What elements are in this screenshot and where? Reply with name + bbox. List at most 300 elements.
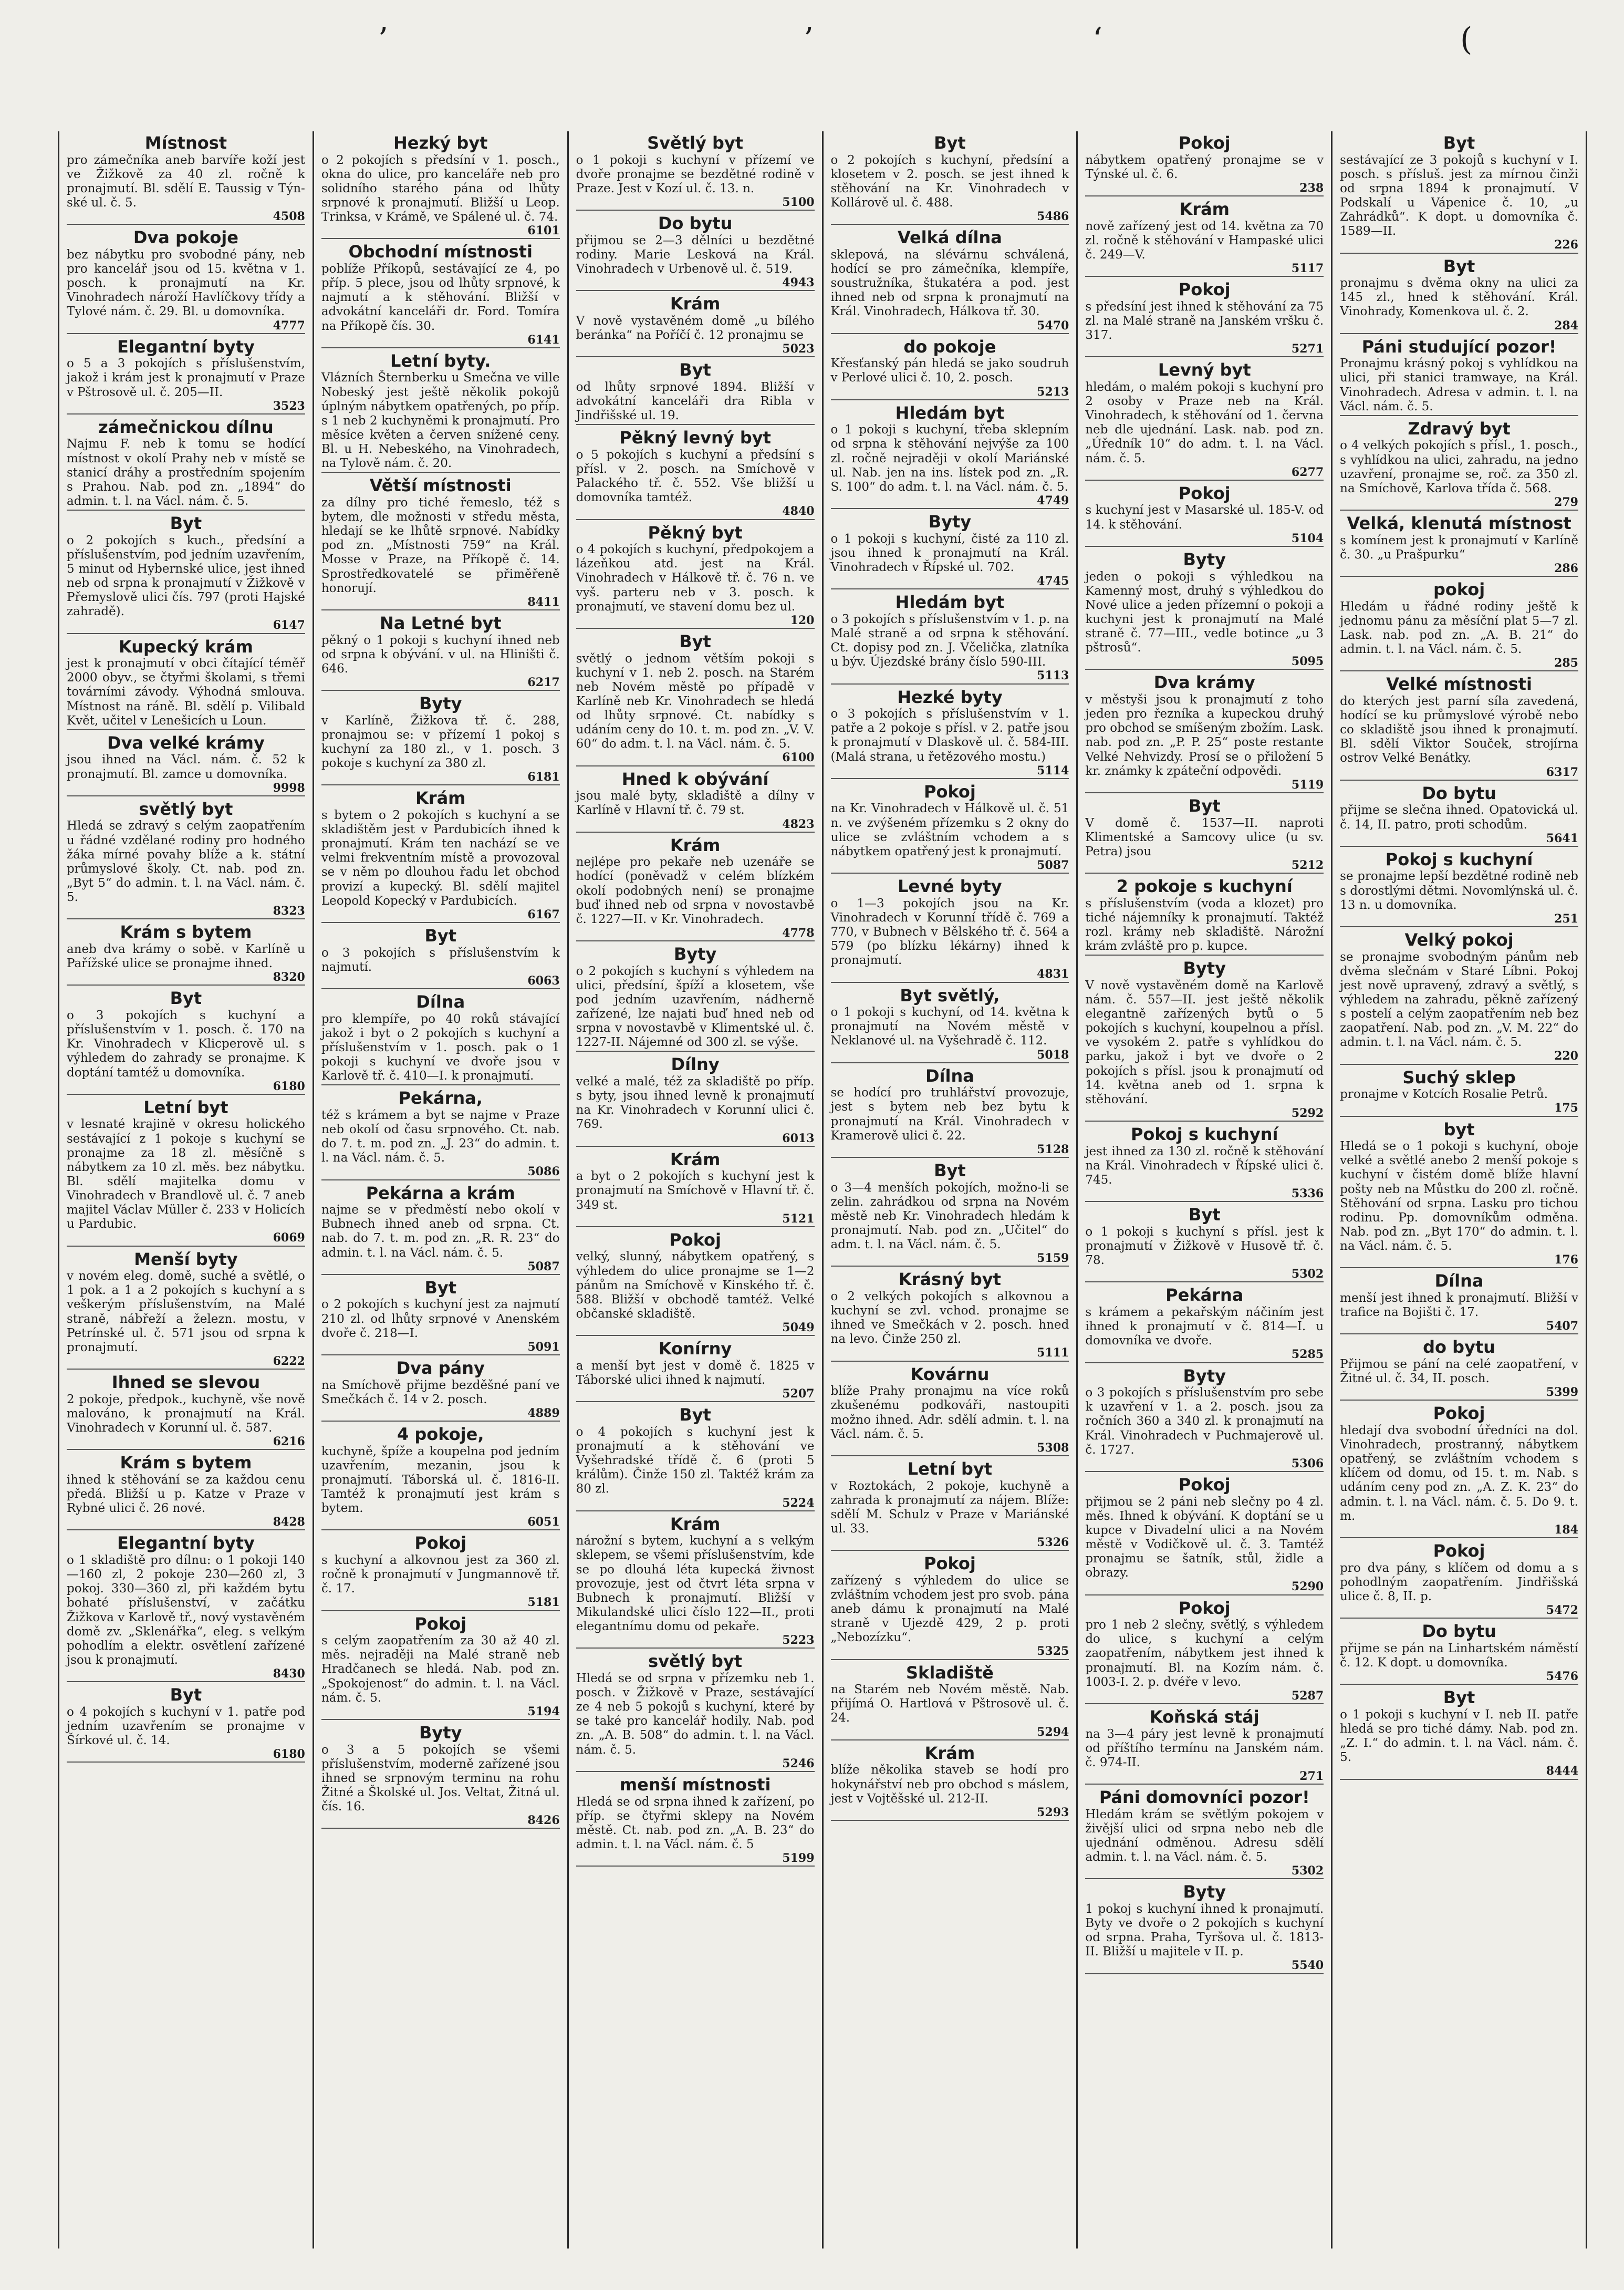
classified-ad	[1085, 1476, 1324, 1595]
ad-number: 6013	[576, 1132, 815, 1147]
classified-ad	[831, 1271, 1069, 1361]
ad-number: 251	[1340, 913, 1578, 927]
classified-ad	[1340, 581, 1578, 671]
classified-ad	[1085, 1287, 1324, 1363]
classified-ad	[1085, 134, 1324, 196]
ad-heading: Byt	[1443, 256, 1475, 276]
ad-body: hledám, o malém pokoji s kuchyní pro 2 osoby v Praze neb na Král. Vinohradech, k stěhování od 1. června neb dle ujednání. Lask. nab. pod zn. „Úředník 10“ do adm. t. l. na Václ. nám. č. 5.	[1085, 380, 1324, 465]
ad-number: 271	[1085, 1770, 1324, 1785]
ad-heading: Krásný byt	[898, 1269, 1001, 1290]
ad-heading: Pěkný levný byt	[619, 428, 771, 448]
classified-ad	[1085, 960, 1324, 1122]
classified-ad	[576, 1056, 815, 1146]
ad-heading: Byty	[1183, 1882, 1226, 1902]
ad-body: v novém eleg. domě, suché a světlé, o 1 pok. a 1 a 2 pokojích s kuchyní a s veškerým příslušenstvím, na Malé straně, nábřeží a železn. mostu, v Petrínské ul. č. 571 jsou od srpna k pronajmutí.	[67, 1269, 305, 1354]
ad-number: 6141	[321, 334, 560, 348]
ad-heading: Elegantní byty	[117, 336, 255, 357]
ad-body: sklepová, na slévárnu schválená, hodící se pro zámečníka, klempíře, soustružníka, štukatéra a pod. jest ihned neb od srpna k pronajmutí na Král. Vinohradech, Hálkova tř. 30.	[830, 247, 1069, 319]
ad-body: hledají dva svobodní úředníci na dol. Vinohradech, prostranný, nábytkem opatřený, se zvláštním vchodem s klíčem od domu, od 15. t. m. Nab. s udáním ceny pod zn. „A. Z. K. 23“ do admin. t. l. na Václ. nám. č. 5. Do 9. t. m.	[1340, 1423, 1578, 1523]
ad-number: 5641	[1340, 832, 1578, 847]
ad-body: jest k pronajmutí v obci čítající téměř 2000 obyv., se čtyřmi školami, s třemi továrními závody. Výhodná smlouva. Místnost na ráně. Bl. sdělí p. Vilibald Květ, učitel v Lenešicích u Loun.	[67, 657, 305, 728]
ad-heading: Pokoj s kuchyní	[1130, 1124, 1278, 1145]
ad-number: 5326	[831, 1536, 1069, 1551]
ad-number: 279	[1340, 496, 1578, 511]
classified-ad	[830, 1065, 1069, 1158]
ad-body: nejlépe pro pekaře neb uzenáře se hodící (poněvadž v celém blízkém okolí podobných není) se pronajme buď ihned neb od srpna v novostavbě č. 1227—II. v Kr. Vinohradech.	[576, 855, 815, 926]
classified-ad	[67, 1374, 305, 1450]
classified-ad	[67, 1099, 305, 1247]
ad-number: 5476	[1340, 1670, 1578, 1685]
ad-number: 4831	[831, 968, 1069, 982]
ad-number: 5091	[321, 1341, 560, 1355]
ad-number: 120	[576, 614, 815, 629]
ad-body: jsou ihned na Václ. nám. č. 52 k pronajmutí. Bl. zamce u domovníka.	[67, 753, 305, 781]
ad-number: 5207	[576, 1387, 815, 1402]
ad-heading: Dílny	[671, 1054, 720, 1075]
ad-heading: Dva pány	[396, 1358, 485, 1378]
ad-number: 6069	[67, 1231, 305, 1246]
classified-ad	[1085, 674, 1324, 793]
ad-number: 6147	[67, 619, 305, 634]
ad-number: 5119	[1085, 779, 1324, 793]
ad-number: 6222	[67, 1355, 305, 1370]
ad-number: 285	[1340, 657, 1578, 671]
ad-heading: Pekárna,	[398, 1088, 483, 1108]
ad-body: velký, slunný, nábytkem opatřený, s výhledem do ulice pronajme se 1—2 pánům na Smíchově v Kinského tř. č. 588. Bližší v obchodě tamtéž. Velké občanské skladiště.	[576, 1250, 815, 1321]
classified-ad	[831, 987, 1069, 1063]
column-3	[569, 131, 824, 2248]
ad-body: s příslušenstvím (voda a klozet) pro tiché nájemníky k pronajmutí. Taktéž rozl. krámy neb skladiště. Nárožní krám zvláště pro p. kupce.	[1085, 896, 1324, 954]
classified-ad	[831, 1366, 1069, 1456]
classified-ad	[830, 402, 1069, 509]
ad-heading: Byt	[1188, 1205, 1221, 1225]
classified-ad	[321, 927, 560, 989]
ad-body: pronajmu s dvěma okny na ulici za 145 zl., hned k stěhování. Král. Vinohrady, Komenkova ul. č. 2.	[1340, 276, 1578, 319]
ad-body: nově zařízený jest od 14. května za 70 zl. ročně k stěhování v Hampaské ulici č. 249—V.	[1085, 219, 1324, 262]
ad-heading: Letní byty.	[390, 350, 491, 371]
classified-ad	[576, 1776, 815, 1867]
ad-number: 238	[1085, 182, 1324, 196]
ad-number: 5294	[831, 1726, 1069, 1740]
ad-body: blíže Prahy pronajmu na více roků zkušenému podkováři, nastoupiti možno ihned. Adr. sdělí admin. t. l. na Václ. nám. č. 5.	[830, 1384, 1069, 1441]
ad-number: 5159	[831, 1252, 1069, 1267]
ad-body: pronajme v Kotcích Rosalie Petrů.	[1340, 1087, 1548, 1102]
ad-heading: Dílna	[925, 1065, 974, 1086]
ad-body: menší jest ihned k pronajmutí. Bližší v trafice na Bojišti č. 17.	[1340, 1291, 1578, 1320]
column-1	[59, 131, 314, 2248]
classified-ad	[831, 1664, 1069, 1740]
classified-ad	[831, 338, 1069, 400]
classified-ad	[1340, 851, 1578, 927]
ad-number: 6051	[321, 1516, 560, 1530]
ad-body: s bytem o 2 pokojích s kuchyní a se skladištěm jest v Pardubicích ihned k pronajmutí. Krám ten nachází se ve velmi frekventním místě a provozoval se v něm po dlouhou řadu let obchod provizí a kupecký. Bl. sdělí majitel Leopold Kopecký v Pardubicích.	[321, 808, 560, 908]
ad-heading: Dílna	[1434, 1271, 1484, 1291]
ad-number: 5285	[1085, 1348, 1324, 1363]
ad-body: o 2 pokojích s kuchyní s výhledem na ulici, předsíní, špíží a klosetem, vše pod jedním uzavřením, nádherně zařízené, lze najati buď hned neb od srpna v novostavbě v Klimentské ul. č. 1227-II. Nájemné od 300 zl. se výše.	[576, 964, 815, 1050]
ad-heading: Byt	[934, 1160, 966, 1180]
ad-body: v městyši jsou k pronajmutí z toho jeden pro řezníka a kupeckou druhý pro obchod se smíšeným zbožím. Lask. nab. pod zn. „P. P. 25“ poste restante Velké Nehvizdy. Prosí se o přiložení 5 kr. známky k zpáteční odpovědi.	[1085, 693, 1324, 778]
ad-heading: Byty	[1183, 549, 1226, 569]
ad-number: 8426	[321, 1814, 560, 1829]
ad-number: 6181	[321, 771, 560, 785]
ad-heading: Hledám byt	[895, 402, 1005, 423]
classified-ad	[1085, 281, 1324, 357]
classified-ad	[321, 615, 560, 691]
ad-body: v lesnaté krajině v okresu holického sestávající z 1 pokoje s kuchyní se pronajme za 18 zl. měsíčně s nábytkem za 10 zl. měs. bez nábytku. Bl. sdělí majitelka domu v Vinohradech v Brandlově ul. č. 7 aneb majitel Václav Müller č. 233 v Holicích u Pardubic.	[67, 1117, 305, 1231]
ad-heading: Pokoj	[1178, 279, 1231, 300]
classified-ad	[321, 1279, 560, 1355]
ad-heading: Byt	[679, 631, 711, 651]
ad-body: s kuchyní a alkovnou jest za 360 zl. ročně k pronajmutí v Jungmannově tř. č. 17.	[321, 1553, 560, 1596]
ad-body: 1 pokoj s kuchyní ihned k pronajmutí. Byty ve dvoře o 2 pokojích s kuchyní od srpna. Praha, Tyršova ul. č. 1813-II. Bližší u majitele v II. p.	[1085, 1902, 1324, 1959]
ad-number: 5223	[576, 1634, 815, 1649]
ad-body: s kuchyní jest v Masarské ul. 185-V. od 14. k stěhování.	[1085, 503, 1324, 532]
column-5	[1078, 131, 1332, 2248]
ad-heading: Krám	[1179, 199, 1230, 220]
ad-number	[67, 509, 305, 511]
ad-heading: Byt	[679, 1405, 711, 1425]
classified-ad	[831, 1460, 1069, 1551]
ad-heading: Krám	[670, 1514, 721, 1534]
ad-body: Přijmou se pání na celé zaopatření, v Žitné ul. č. 34, II. posch.	[1340, 1357, 1578, 1386]
ad-heading: Byt	[170, 988, 202, 1009]
ad-body: o 3 pokojích s příslušenstvím k najmutí.	[321, 946, 560, 974]
ad-body: Vlázních Šternberku u Smečna ve ville Nobeský jest ještě několik pokojů úplným nábytkem opatřených, po příp. s 1 neb 2 kuchyněmi k pronajmutí. Pro měsíce květen a červen snížené ceny. Bl. u H. Nebeského, na Vinohradech, na Tylově nám. č. 20.	[321, 371, 560, 471]
ad-heading: Konírny	[658, 1339, 732, 1359]
ad-body: Křesťanský pán hledá se jako soudruh v Perlové ulici č. 10, 2. posch.	[830, 357, 1069, 385]
ad-body: pro dva pány, s klíčem od domu a s pohodlným zaopatřením. Jindřišská ulice č. 8, II. p.	[1340, 1561, 1578, 1603]
ad-body: na Kr. Vinohradech v Hálkově ul. č. 51 n. ve zvýšeném přízemku s 2 okny do ulice se zvláštním vchodem a s nábytkem opatřený jest k pronajmutí.	[830, 802, 1069, 858]
ad-body: o 3 pokojích s příslušenstvím v 1. patře a 2 pokoje s přísl. v 2. patře jsou k pronajmutí v Dlaskově ul. č. 584-III. (Malá strana, u řetězového mostu.)	[830, 707, 1069, 764]
ad-body: Hledá se o 1 pokoji s kuchyní, oboje velké a světlé anebo 2 menší pokoje s kuchyní v čistém domě blíže hlavní pošty neb na Můstku do 200 zl. ročně. Stěhování od srpna. Lasku pro tichou rodinu. Pp. domovníkům odměna. Nab. pod zn. „Byt 170“ do admin. t. l. na Václ. nám. č. 5.	[1340, 1139, 1578, 1253]
ad-heading: Místnost	[144, 133, 227, 153]
ad-heading: Dílna	[416, 992, 465, 1012]
ad-body: též s krámem a byt se najme v Praze neb okolí od času srpnového. Ct. nab. do 7. t. m. pod zn. „J. 23“ do admin. t. l. na Václ. nám. č. 5.	[321, 1108, 560, 1165]
ad-number: 5087	[831, 859, 1069, 874]
column-4	[824, 131, 1078, 2248]
classified-ad	[321, 1535, 560, 1611]
ad-body: světlý o jednom větším pokoji s kuchyní v 1. neb 2. posch. na Starém neb Novém městě po případě v Karlíně neb Kr. Vinohradech se hledá od lhůty srpnové. Ct. nabídky s udáním ceny do 10. t. m. pod zn. „V. V. 60“ do adm. t. l. na Václ. nám. č. 5.	[576, 651, 815, 751]
ad-number: 5224	[576, 1497, 815, 1511]
ad-number: 5199	[576, 1852, 815, 1867]
ad-number: 5117	[1085, 262, 1324, 277]
ad-heading: Páni studující pozor!	[1361, 336, 1557, 357]
ad-heading: Krám	[670, 294, 721, 314]
ad-heading: Pokoj	[924, 781, 976, 802]
ad-heading: Menší byty	[134, 1249, 238, 1269]
ad-heading: Pokoj	[1178, 483, 1231, 503]
ad-body: o 4 pokojích s kuchyní jest k pronajmutí a k stěhování ve Vyšehradské třídě č. 6 (proti 5 králům). Činže 150 zl. Taktéž krám za 80 zl.	[576, 1425, 815, 1496]
ad-number	[67, 728, 305, 730]
margin-mark: ’	[804, 21, 814, 58]
column-6	[1332, 131, 1587, 2248]
classified-ad	[576, 215, 815, 291]
ad-heading: Byt	[424, 926, 457, 946]
ad-number: 5290	[1085, 1580, 1324, 1595]
ad-heading: Letní byt	[143, 1097, 228, 1117]
classified-ad	[1085, 797, 1324, 874]
column-2	[314, 131, 569, 2248]
ad-heading: byt	[1443, 1119, 1475, 1139]
ad-number: 5128	[831, 1143, 1069, 1158]
ad-heading: Velká, klenutá místnost	[1347, 513, 1571, 534]
ad-heading: Kupecký krám	[118, 636, 253, 657]
ad-body: o 4 pokojích s kuchyní, předpokojem a lázeňkou atd. jest na Král. Vinohradech v Hálkově tř. č. 76 n. ve vyš. parteru neb v 3. posch. k pronajmutí, ve stavení domu bez ul.	[576, 543, 815, 614]
ad-number: 5293	[831, 1806, 1069, 1821]
ad-number	[321, 471, 560, 473]
ad-number: 6317	[1340, 766, 1578, 781]
classified-ad	[321, 243, 560, 348]
ad-body: pro zámečníka aneb barvíře koží jest ve Žižkově za 40 zl. ročně k pronajmutí. Bl. sdělí E. Taussig v Týn-ské ul. č. 5.	[67, 153, 305, 210]
ad-body: poblíže Příkopů, sestávající ze 4, po příp. 5 plece, jsou od lhůty srpnové, k najmutí a k stěhování. Bližší v advokátní kanceláři dr. Ford. Tomíra na Příkopě čís. 30.	[321, 262, 560, 333]
classified-ad	[1340, 785, 1578, 847]
ad-body: o 2 velkých pokojích s alkovnou a kuchyní se zvl. vchod. pronajme se ihned ve Smečkách v 2. posch. hned na levo. Činže 250 zl.	[830, 1289, 1069, 1346]
ad-heading: Krám	[670, 1149, 721, 1169]
ad-number	[1085, 954, 1324, 956]
ad-heading: Pokoj s kuchyní	[1385, 849, 1533, 869]
ad-heading: Dva pokoje	[133, 227, 238, 248]
classified-ad	[321, 477, 560, 610]
classified-ad	[1085, 201, 1324, 277]
ad-heading: Pokoj	[1178, 1475, 1231, 1495]
ad-number: 220	[1340, 1050, 1578, 1064]
classified-ad	[831, 229, 1069, 334]
classified-ad	[831, 689, 1069, 779]
ad-heading: Hned k obývání	[621, 769, 769, 789]
ad-body: V domě č. 1537—II. naproti Klimentské a Samcovy ulice (u sv. Petra) jsou	[1085, 816, 1324, 858]
classified-ad	[1340, 1689, 1578, 1779]
ad-heading: Pokoj	[1178, 133, 1231, 153]
ad-heading: Byty	[419, 693, 462, 714]
ad-body: na Smíchově přijme bezděšné paní ve Smečkách č. 14 v 2. posch.	[321, 1378, 560, 1406]
ad-heading: pokoj	[1433, 579, 1485, 600]
classified-ad	[67, 924, 305, 986]
classified-ad	[67, 801, 305, 920]
ad-body: za dílny pro tiché řemeslo, též s bytem, dle možnosti v středu města, hledají se ke lhůtě srpnové. Nabídky pod zn. „Místnosti 759“ na Král. Mosse v Praze, na Příkopě č. 14. Sprostředkovatelé se přiměřeně honorují.	[321, 495, 560, 595]
ad-number: 5287	[1085, 1690, 1324, 1704]
top-margin-marks	[0, 21, 1624, 63]
classified-ad	[1085, 1883, 1324, 1974]
classified-ad	[67, 990, 305, 1094]
classified-ad	[1085, 1126, 1324, 1202]
margin-mark: ʻ	[1092, 21, 1103, 58]
classified-ad	[831, 594, 1069, 684]
classified-ad	[576, 295, 815, 357]
ad-heading: Krám	[670, 835, 721, 855]
ad-body: o 4 pokojích s kuchyní v 1. patře pod jedním uzavřením se pronajme v Šírkové ul. č. 14.	[67, 1705, 305, 1748]
ad-number: 5113	[831, 669, 1069, 684]
ad-body: najme se v předměstí nebo okolí v Bubnech ihned aneb od srpna. Ct. nab. do 7. t. m. pod zn. „R. R. 23“ do admin. t. l. na Václ. nám. č. 5.	[321, 1203, 560, 1260]
ad-number: 226	[1340, 239, 1578, 253]
ad-heading: Byty	[419, 1723, 462, 1743]
ad-body: o 2 pokojích s předsíní v 1. posch., okna do ulice, pro kanceláře neb pro solidního starého pána od lhůty srpnové k pronajmutí. Bližší u Leop. Trinksa, v Krámě, ve Spálené ul. č. 74.	[321, 153, 560, 224]
classified-ad	[831, 878, 1069, 982]
ad-body: jsou malé byty, skladiště a dílny v Karlíně v Hlavní tř. č. 79 st.	[576, 789, 815, 817]
ad-body: bez nábytku pro svobodné pány, neb pro kancelář jsou od 15. května v 1. posch. k pronajmutí na Kr. Vinohradech nároží Havlíčkovy třídy a Tylové nám. č. 29. Bl. u domovníka.	[67, 247, 305, 319]
ad-number: 4508	[67, 210, 305, 225]
ad-heading: Na Letné byt	[379, 613, 502, 633]
ad-number: 5302	[1085, 1864, 1324, 1879]
ad-body: o 3 pokojích s příslušenstvím pro sebe k uzavření v 1. a 2. posch. jsou za ročních 360 a 340 zl. k pronajmutí na Král. Vinohradech v Puchmajerově ul. č. 1727.	[1085, 1386, 1324, 1457]
ad-number: 4889	[321, 1407, 560, 1422]
classified-ad	[576, 1340, 815, 1402]
ad-heading: Pokoj	[414, 1533, 467, 1553]
classified-ad	[1340, 1623, 1578, 1685]
ad-heading: Levné byty	[898, 876, 1002, 897]
ad-number: 5407	[1340, 1320, 1578, 1334]
ad-body: se pronajme lepší bezdětné rodině neb s dorostlými dětmi. Novomlýnská ul. č. 13 n. u domovníka.	[1340, 869, 1578, 912]
ad-body: o 5 a 3 pokojích s příslušenstvím, jakož i krám jest k pronajmutí v Praze v Pštrosově ul. č. 205—II.	[67, 357, 305, 399]
ad-number	[576, 423, 815, 425]
ad-body: a menší byt jest v domě č. 1825 v Táborské ulici ihned k najmutí.	[576, 1359, 815, 1387]
classified-ad	[576, 633, 815, 766]
ad-heading: Pokoj	[1433, 1403, 1485, 1424]
classified-ad	[321, 993, 560, 1085]
ad-number: 5292	[1085, 1107, 1324, 1122]
ad-number: 5470	[831, 319, 1069, 334]
ad-heading: Pokoj	[1433, 1541, 1485, 1561]
ad-number: 5308	[831, 1442, 1069, 1456]
classified-ad	[1085, 1600, 1324, 1704]
ad-heading: Pokoj	[669, 1229, 721, 1250]
classified-ad	[576, 429, 815, 520]
ad-heading: Byt	[679, 360, 711, 380]
classified-ad	[1340, 1542, 1578, 1619]
ad-number: 5018	[831, 1049, 1069, 1063]
ad-heading: 2 pokoje s kuchyní	[1116, 876, 1293, 897]
classified-ad	[67, 1251, 305, 1370]
ad-heading: Větší místnosti	[369, 475, 512, 496]
ad-body: v Karlíně, Žižkova tř. č. 288, pronajmou se: v přízemí 1 pokoj s kuchyní za 180 zl., v 1. posch. 3 pokoje s kuchyní za 380 zl.	[321, 713, 560, 771]
classified-ad	[321, 790, 560, 923]
ad-body: o 1 pokoji s kuchyní v přízemí ve dvoře pronajme se bezdětné rodině v Praze. Jest v Kozí ul. č. 13. n.	[576, 153, 815, 195]
classified-ad	[1085, 361, 1324, 481]
ad-number: 8428	[67, 1516, 305, 1530]
ad-body: blíže několika staveb se hodí pro hokynářství neb pro obchod s máslem, jest v Vojtěšské ul. 212-II.	[830, 1763, 1069, 1806]
ad-body: o 3—4 menších pokojích, možno-li se zelin. zahrádkou od srpna na Novém městě neb Kr. Vinohradech hledám k pronajmutí. Nab. pod zn. „Učitel“ do adm. t. l. na Václ. nám. č. 5.	[830, 1180, 1069, 1252]
ad-body: V nově vystavěném domě „u bílého beránka“ na Poříčí č. 12 pronajmu se	[576, 314, 815, 343]
ad-heading: Suchý sklep	[1402, 1067, 1516, 1087]
ad-body: o 1 pokoji s kuchyní, od 14. května k pronajmutí na Novém městě v Neklanové ul. na Vyšehradě č. 112.	[830, 1006, 1069, 1048]
ad-number: 5336	[1085, 1187, 1324, 1202]
classified-ad	[1340, 1339, 1578, 1401]
ad-number: 5213	[831, 386, 1069, 400]
classified-ad	[831, 513, 1069, 589]
ad-heading: Hezký byt	[393, 133, 488, 153]
ad-heading: Zdravý byt	[1408, 418, 1511, 439]
ad-body: přijmou se 2 páni neb slečny po 4 zl. měs. Ihned k obývání. K doptání se u kupce v Divadelní ulici a na Novém městě v Vodičkově ul. č. 3. Tamtéž pronajmu se šatník, stůl, židle a obrazy.	[1085, 1495, 1324, 1580]
ad-number: 5325	[831, 1645, 1069, 1660]
ad-number: 5121	[576, 1213, 815, 1227]
ad-number: 175	[1340, 1102, 1578, 1116]
classified-ad	[576, 134, 815, 211]
classified-ad	[1340, 420, 1578, 511]
ad-number: 8323	[67, 905, 305, 919]
classified-ad	[576, 771, 815, 833]
classified-ad	[1085, 1789, 1324, 1879]
ad-body: 2 pokoje, předpok., kuchyně, vše nově malováno, k pronajmutí na Král. Vinohradech v Korunní ul. č. 587.	[67, 1392, 305, 1435]
ad-heading: Velké místnosti	[1386, 674, 1532, 695]
classified-ad	[321, 1724, 560, 1829]
ad-number: 4823	[576, 818, 815, 833]
classified-ad	[321, 1185, 560, 1275]
classified-ad	[321, 1090, 560, 1180]
ad-heading: Velký pokoj	[1404, 929, 1514, 950]
ad-number: 5100	[576, 196, 815, 211]
classified-ad	[576, 524, 815, 629]
classified-ad	[1085, 878, 1324, 956]
ad-heading: Do bytu	[1422, 783, 1496, 803]
classified-ad	[1340, 515, 1578, 577]
ad-number: 8444	[1340, 1765, 1578, 1779]
ad-heading: menší místnosti	[619, 1774, 771, 1795]
ad-heading: Hledám byt	[895, 592, 1005, 613]
ad-heading: světlý byt	[648, 1651, 743, 1672]
classified-columns	[58, 131, 1587, 2248]
ad-body: Hledám u řádné rodiny ještě k jednomu pánu za měsíční plat 5—7 zl. Lask. nab. pod zn. „A. B. 21“ do admin. t. l. na Václ. nám. č. 5.	[1340, 599, 1578, 657]
ad-number: 6101	[321, 224, 560, 239]
ad-number: 6277	[1085, 466, 1324, 481]
ad-number: 5181	[321, 1596, 560, 1611]
ad-heading: do pokoje	[903, 336, 996, 357]
ad-number: 176	[1340, 1253, 1578, 1268]
ad-body: V nově vystavěném domě na Karlově nám. č. 557—II. jest ještě několik elegantně zařízených bytů o 5 pokojích s kuchyní, koupelnou a přísl. ve vysokém 2. patře s vyhlídkou do parku, jakož i byt ve dvoře o 2 pokojích s přísl. jsou k pronajmutí od 14. května aneb od 1. srpna k stěhování.	[1085, 978, 1324, 1106]
ad-number: 5104	[1085, 532, 1324, 547]
ad-heading: Byt	[934, 133, 966, 153]
ad-number: 5540	[1085, 1959, 1324, 1974]
ad-body: se pronajme svobodným pánům neb dvěma slečnám v Staré Líbni. Pokoj jest nově upravený, zdravý a světlý, s výhledem na zahradu, pěkně zařízený s postelí a celým zaopatřením neb bez zaopatření. Nab. pod zn. „V. M. 22“ do admin. t. l. na Václ. nám. č. 5.	[1340, 950, 1578, 1050]
ad-number: 3523	[67, 400, 305, 415]
ad-number: 184	[1340, 1524, 1578, 1538]
ad-body: pro 1 neb 2 slečny, světlý, s výhledem do ulice, s kuchyní a celým zaopatřením, nábytkem jest ihned k pronajmutí. Bl. na Kozím nám. č. 1003-I. 2. p. dvéře v levo.	[1085, 1618, 1324, 1689]
classified-ad	[1340, 1069, 1578, 1117]
ad-number: 5049	[576, 1321, 815, 1336]
ad-body: o 1 pokoji s kuchyní, čisté za 110 zl. jsou ihned k pronajmutí na Král. Vinohradech v Řípské ul. 702.	[830, 532, 1069, 574]
ad-body: o 1 skladiště pro dílnu: o 1 pokoji 140—160 zl, 2 pokoje 230—260 zl, 3 pokoj. 330—360 zl, při každém bytu bohaté příslušenství, v začátku Žižkova v Karlově tř., nový vystavěném domě zv. „Sklenářka“, eleg. s velkým pohodlím a elektr. osvětlení zařízené jsou k pronajmutí.	[67, 1553, 305, 1667]
classified-ad	[1340, 258, 1578, 334]
ad-number: 5486	[831, 210, 1069, 225]
ad-number: 5212	[1085, 859, 1324, 874]
ad-body: o 2 pokojích s kuchyní jest za najmutí 210 zl. od lhůty srpnové v Anenském dvoře č. 218—I.	[321, 1298, 560, 1340]
ad-body: o 3 pokojích s příslušenstvím v 1. p. na Malé straně a od srpna k stěhování. Ct. dopisy pod zn. J. Včelička, zlatníka u býv. Újezdské brány číslo 590-III.	[830, 612, 1069, 669]
ad-heading: Letní byt	[907, 1458, 993, 1479]
ad-heading: Byt	[1443, 1687, 1475, 1708]
classified-ad	[576, 1231, 815, 1336]
ad-number: 5087	[321, 1260, 560, 1275]
classified-ad	[1340, 1121, 1578, 1269]
ad-number: 5302	[1085, 1268, 1324, 1282]
ad-body: Hledám krám se světlým pokojem v živější ulici od srpna nebo neb dle ujednání odměnou. Adresu sdělí admin. t. l. na Václ. nám. č. 5.	[1085, 1807, 1324, 1864]
classified-ad	[576, 1653, 815, 1772]
classified-ad	[831, 134, 1069, 225]
ad-number: 4840	[576, 505, 815, 520]
ad-body: o 1—3 pokojích jsou na Kr. Vinohradech v Korunní třídě č. 769 a 770, v Bubnech v Bělského tř. č. 564 a 579 (po blízku lékárny) ihned k pronajmutí.	[830, 896, 1069, 968]
classified-ad	[1085, 1206, 1324, 1282]
classified-ad	[321, 1360, 560, 1422]
ad-heading: Krám s bytem	[120, 1453, 252, 1473]
classified-ad	[67, 734, 305, 796]
classified-ad	[576, 1516, 815, 1649]
ad-body: o 2 pokojích s kuch., předsíní a příslušenstvím, pod jedním uzavřením, 5 minut od Hybernské ulice, jest ihned neb od srpna k pronajmutí v Žižkově v Přemyslově ulici čís. 797 (proti Hajské zahradě).	[67, 533, 305, 619]
ad-heading: Kovárnu	[910, 1364, 990, 1384]
ad-body: o 3 pokojích s kuchyní a příslušenstvím v 1. posch. č. 170 na Kr. Vinohradech v Klicperově ul. s výhledem do zahrady se pronajme. K doptání tamtéž u domovníka.	[67, 1009, 305, 1080]
ad-heading: Byt	[170, 513, 202, 534]
ad-number	[321, 1083, 560, 1085]
classified-ad	[831, 1162, 1069, 1267]
ad-body: s předsíní jest ihned k stěhování za 75 zl. na Malé straně na Janském vršku č. 317.	[1085, 299, 1324, 343]
ad-heading: Pokoj	[1178, 1598, 1231, 1618]
ad-heading: Levný byt	[1158, 360, 1251, 380]
